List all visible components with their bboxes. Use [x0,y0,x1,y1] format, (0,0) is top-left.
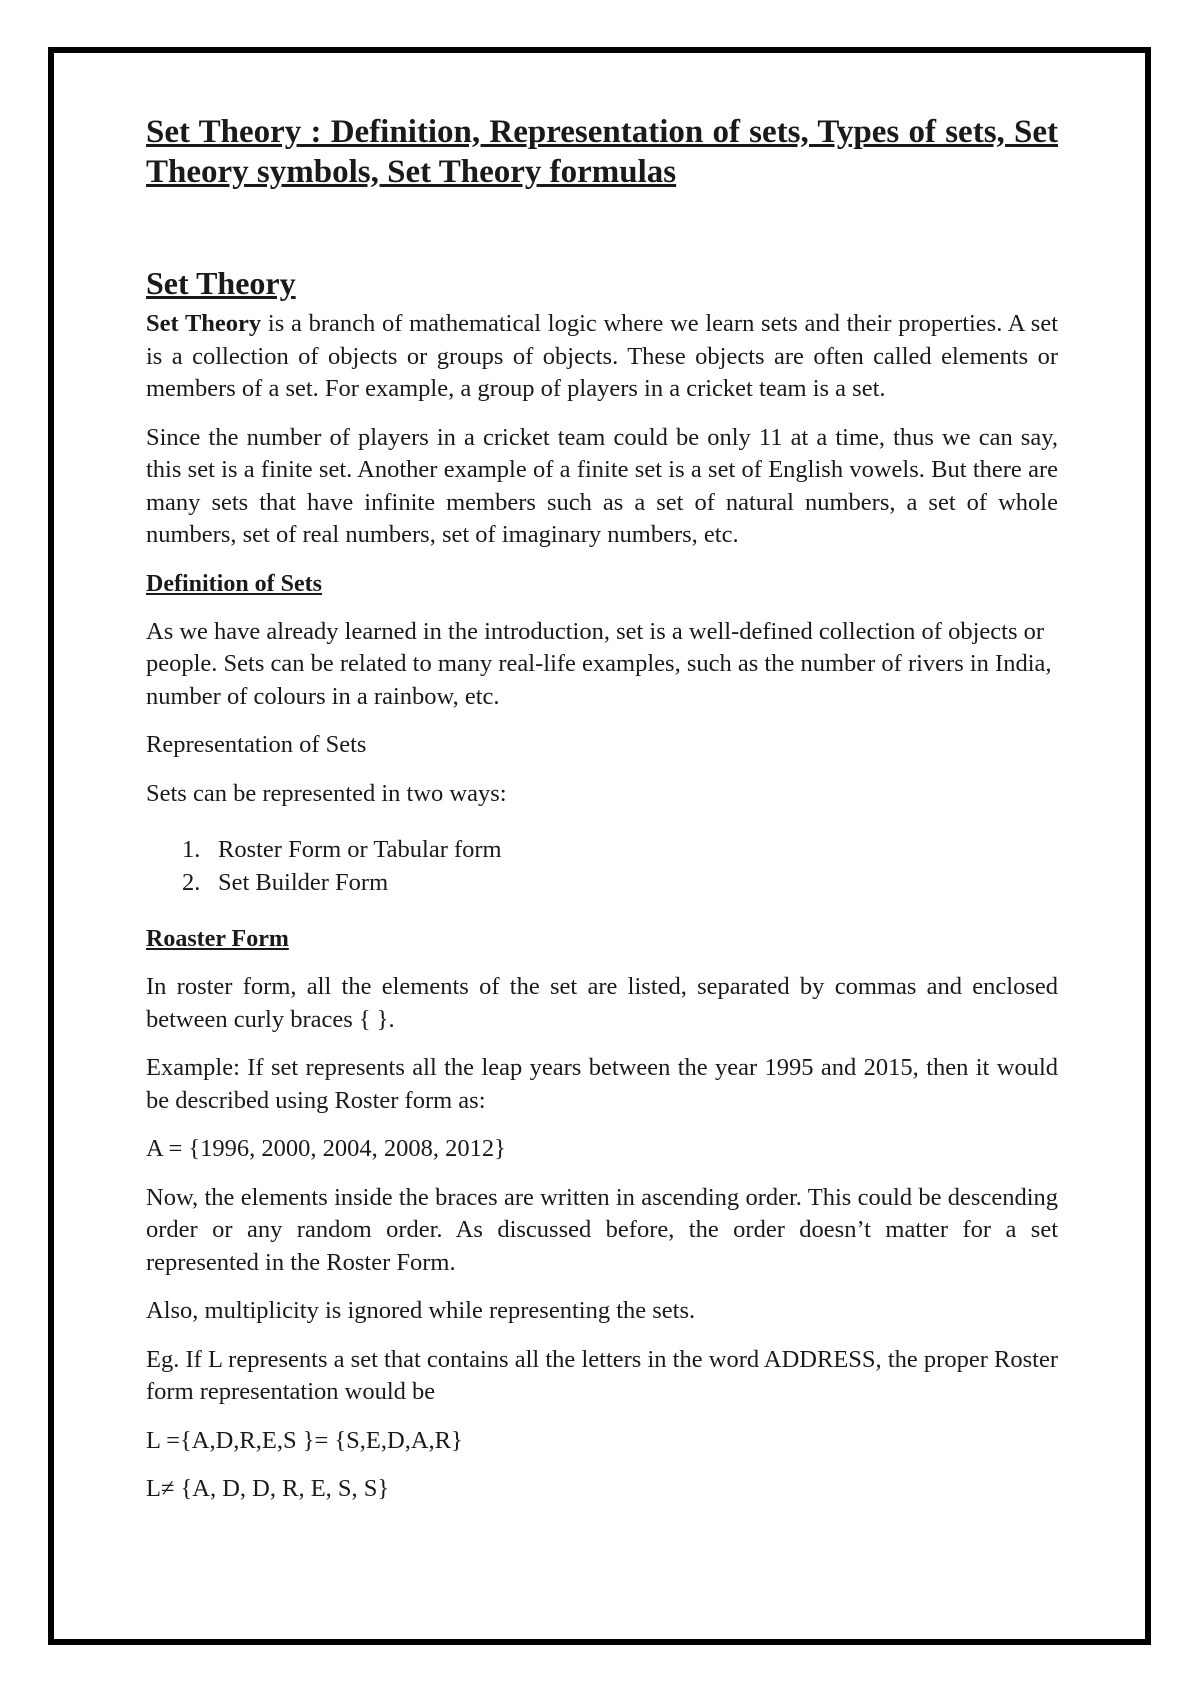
list-item [146,834,1058,867]
list-item-number: 1. [182,836,201,863]
representation-ways-list [146,834,1058,899]
set-theory-heading: Set Theory [146,265,296,301]
list-item-label: Roster Form or Tabular form [218,836,502,863]
set-theory-bold-term: Set Theory [146,310,262,337]
roster-paragraph-1: In roster form, all the elements of the set are listed, separated by commas and enclosed between curly braces { }. [146,973,1058,1033]
address-not-equal-formula: L≠ {A, D, D, R, E, S, S} [146,1475,390,1502]
definition-heading: Definition of Sets [146,570,322,597]
list-item-label: Set Builder Form [218,868,389,896]
document-content [146,112,1058,1522]
list-item-number: 2. [182,868,201,896]
definition-paragraph: As we have already learned in the introduction, set is a well-defined collection of objects or people. Sets can be related to many real-life examples, such as the number of rivers in India, number of colours in a rainbow, etc. [146,617,1052,710]
document-title: Set Theory : Definition, Representation of sets, Types of sets, Set Theory symbols, Set Theory formulas [146,114,1058,190]
multiplicity-paragraph: Also, multiplicity is ignored while representing the sets. [146,1297,696,1324]
set-theory-intro-paragraph [146,308,1058,406]
finite-set-paragraph: Since the number of players in a cricket team could be only 11 at a time, thus we can say, this set is a finite set. Another example of a finite set is a set of English vowels. But there are many sets that have infinite members such as a set of natural numbers, a set of whole numbers, set of real numbers, set of imaginary numbers, etc. [146,423,1058,548]
set-theory-intro-text: is a branch of mathematical logic where we learn sets and their properties. A set is a collection of objects or groups of objects. These objects are often called elements or members of a set. For example, a group of players in a cricket team is a set. [146,310,1058,402]
order-paragraph: Now, the elements inside the braces are written in ascending order. This could be descending order or any random order. As discussed before, the order doesn’t matter for a set represented in the Roster Form. [146,1183,1058,1276]
list-item [146,867,1058,900]
roster-form-heading: Roaster Form [146,926,289,952]
address-example-paragraph: Eg. If L represents a set that contains all the letters in the word ADDRESS, the proper Roster form representation would be [146,1345,1058,1405]
representation-intro: Sets can be represented in two ways: [146,779,507,807]
leap-years-formula: A = {1996, 2000, 2004, 2008, 2012} [146,1135,506,1162]
representation-heading: Representation of Sets [146,731,367,758]
roster-example-paragraph: Example: If set represents all the leap years between the year 1995 and 2015, then it would be described using Roster form as: [146,1054,1058,1114]
address-set-formula: L ={A,D,R,E,S }= {S,E,D,A,R} [146,1426,463,1454]
